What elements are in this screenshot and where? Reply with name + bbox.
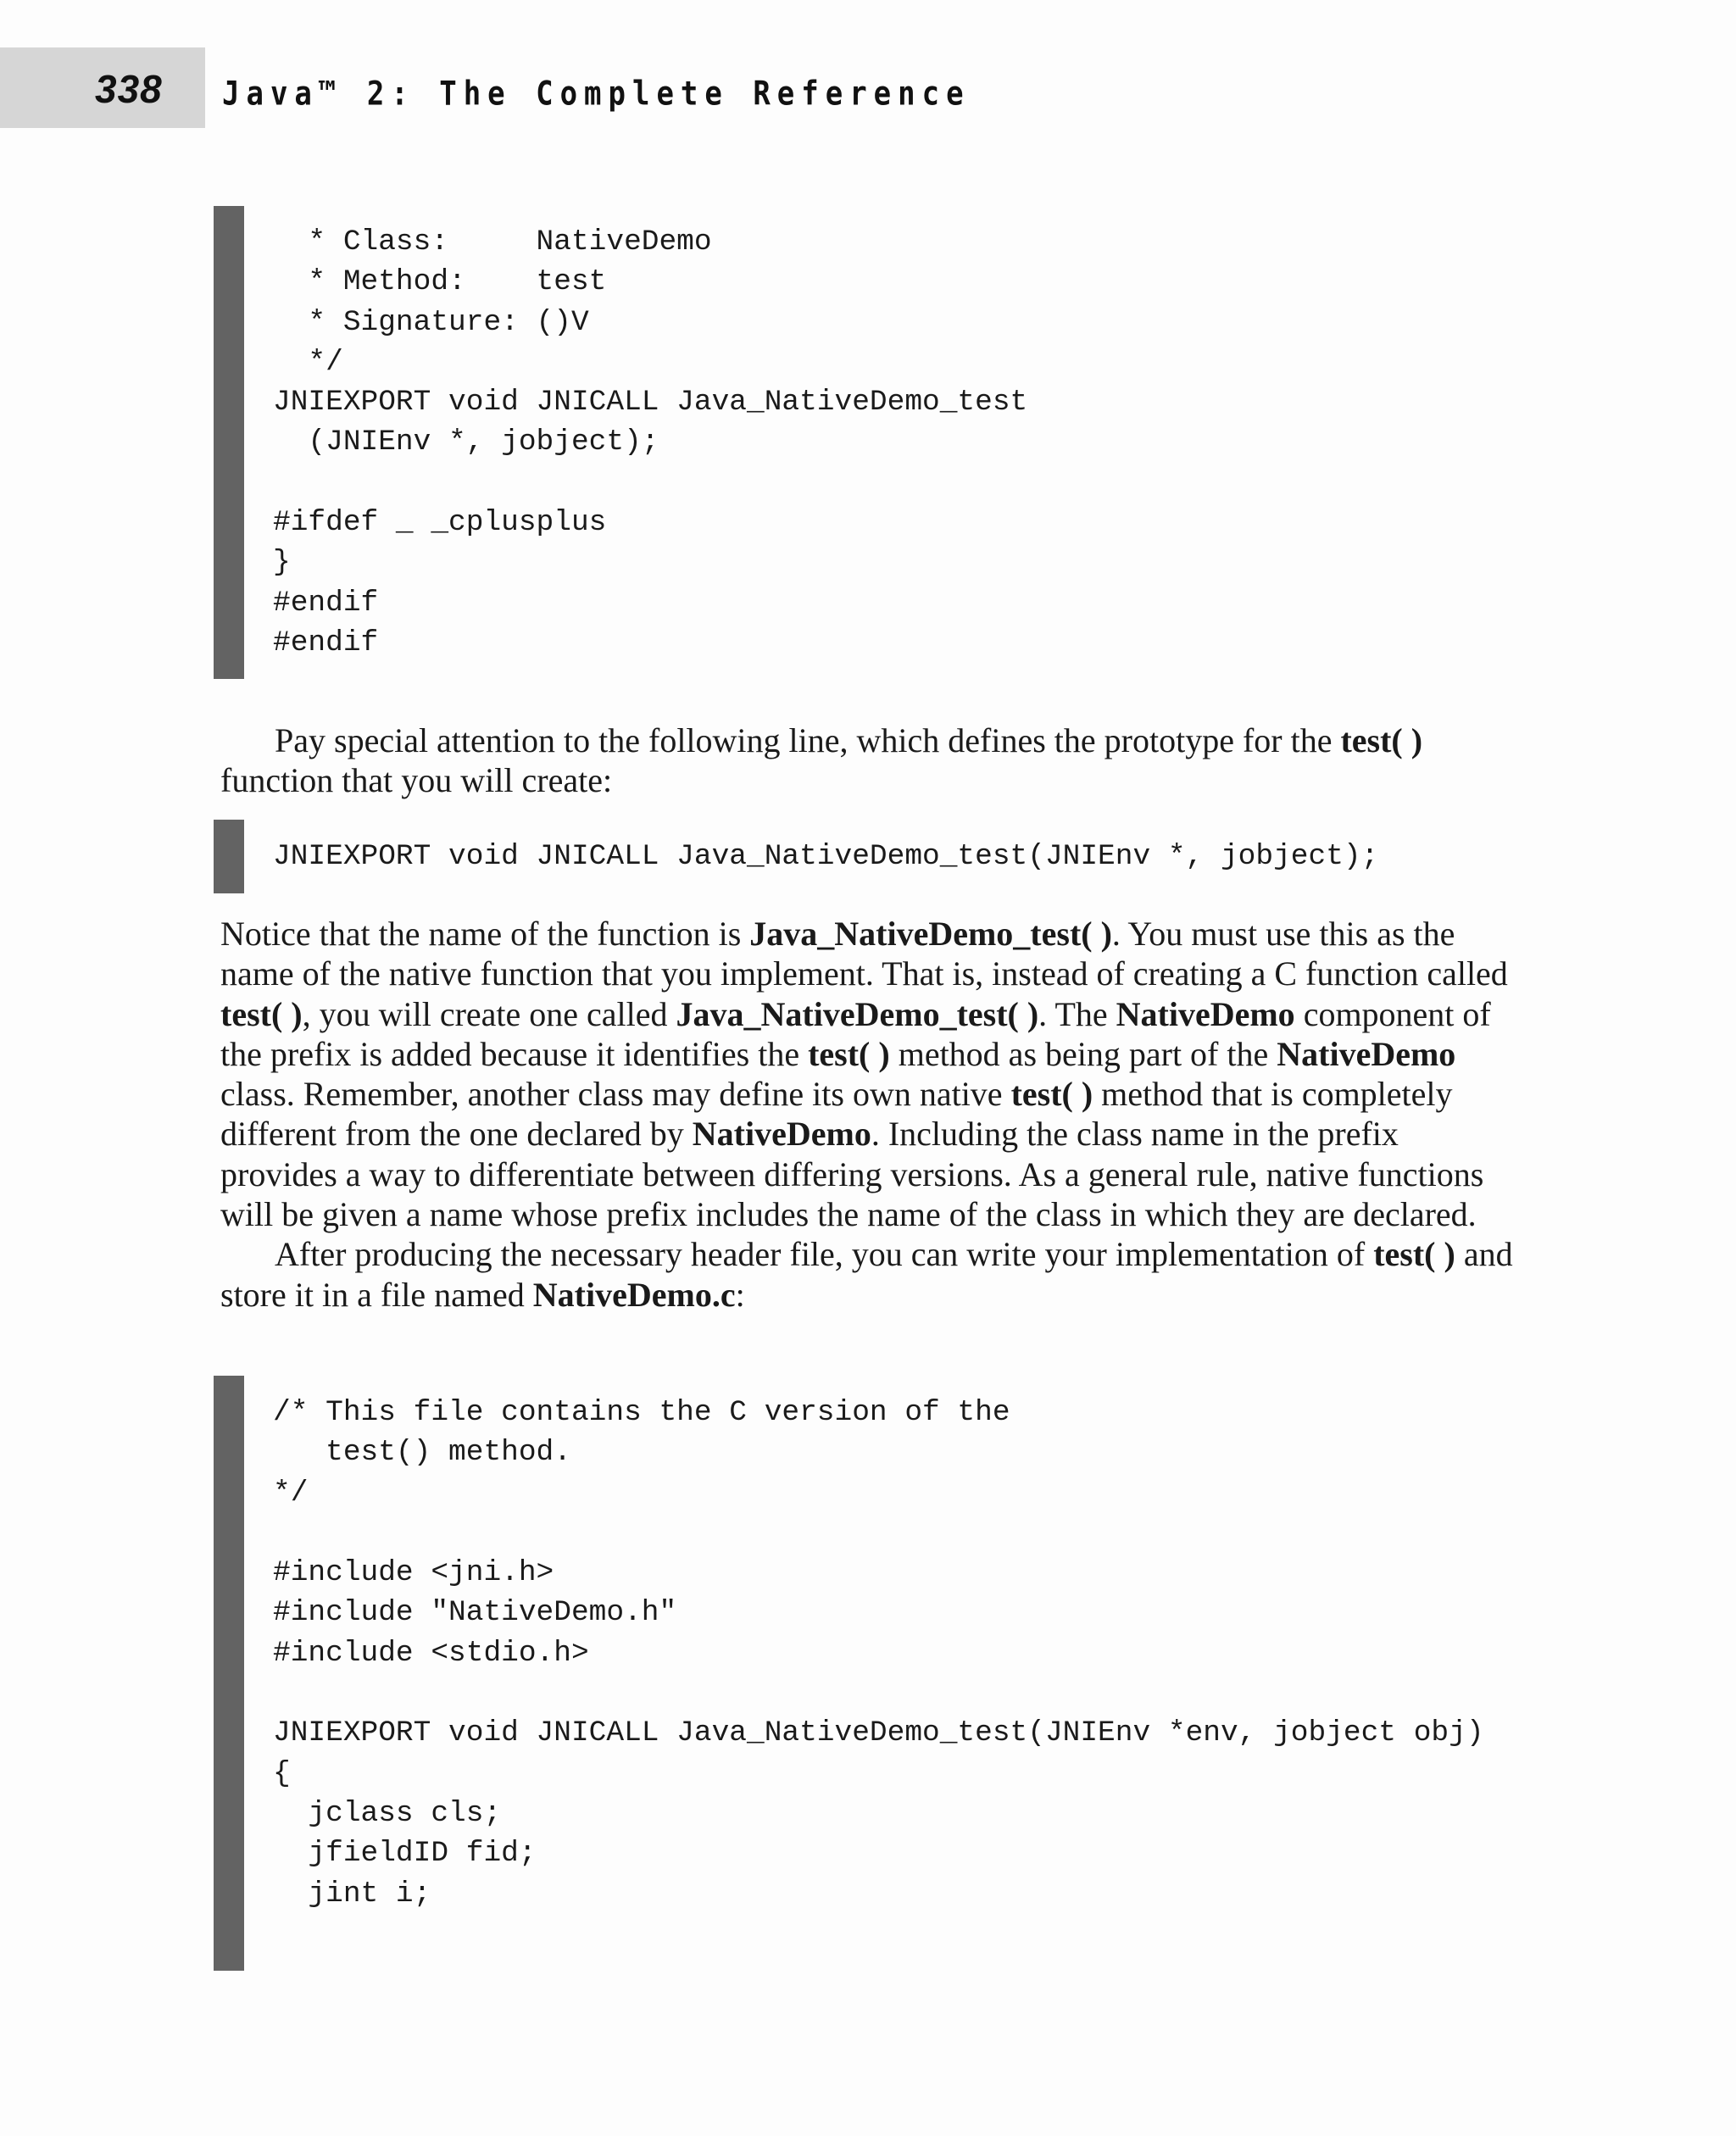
running-title: Java™ 2: The Complete Reference [222, 75, 971, 114]
page-number: 338 [95, 67, 163, 111]
code-block-2: JNIEXPORT void JNICALL Java_NativeDemo_test(JNIEnv *, jobject); [273, 840, 1379, 873]
code-block-1: * Class: NativeDemo * Method: test * Signature: ()V */ JNIEXPORT void JNICALL Java_NativeDemo_test (JNIEnv *, jobject); #ifdef _ _cplusplus } #endif #endif [273, 225, 1028, 659]
paragraph-2: Notice that the name of the function is Java_NativeDemo_test( ). You must use this as the name of the native function that you implement. That is, instead of creating a C function called test( ), you will create one called Java_NativeDemo_test( ). The NativeDemo component of the prefix is added because it identifies the test( ) method as being part of the NativeDemo class. Remember, another class may define its own native test( ) method that is completely different from the one declared by NativeDemo. Including the class name in the prefix provides a way to differentiate between differing versions. As a general rule, native functions will be given a name whose prefix includes the name of the class in which they are declared. After producing the necessary header file, you can write your implementation of test( ) and store it in a file named NativeDemo.c: [220, 914, 1517, 1315]
paragraph-3: After producing the necessary header file, you can write your implementation of test( ) and store it in a file named NativeDemo.c: [220, 1235, 1513, 1314]
code-bar-1 [214, 206, 244, 679]
code-bar-2 [214, 820, 244, 893]
code-bar-3 [214, 1376, 244, 1971]
code-block-3: /* This file contains the C version of the test() method. */ #include <jni.h> #include "NativeDemo.h" #include <stdio.h> JNIEXPORT void JNICALL Java_NativeDemo_test(JNIEnv *env, jobject obj) { jclass cls; jfieldID fid; jint i; [273, 1396, 1484, 1911]
paragraph-1: Pay special attention to the following line, which defines the prototype for the test( ) function that you will create: [220, 721, 1423, 800]
